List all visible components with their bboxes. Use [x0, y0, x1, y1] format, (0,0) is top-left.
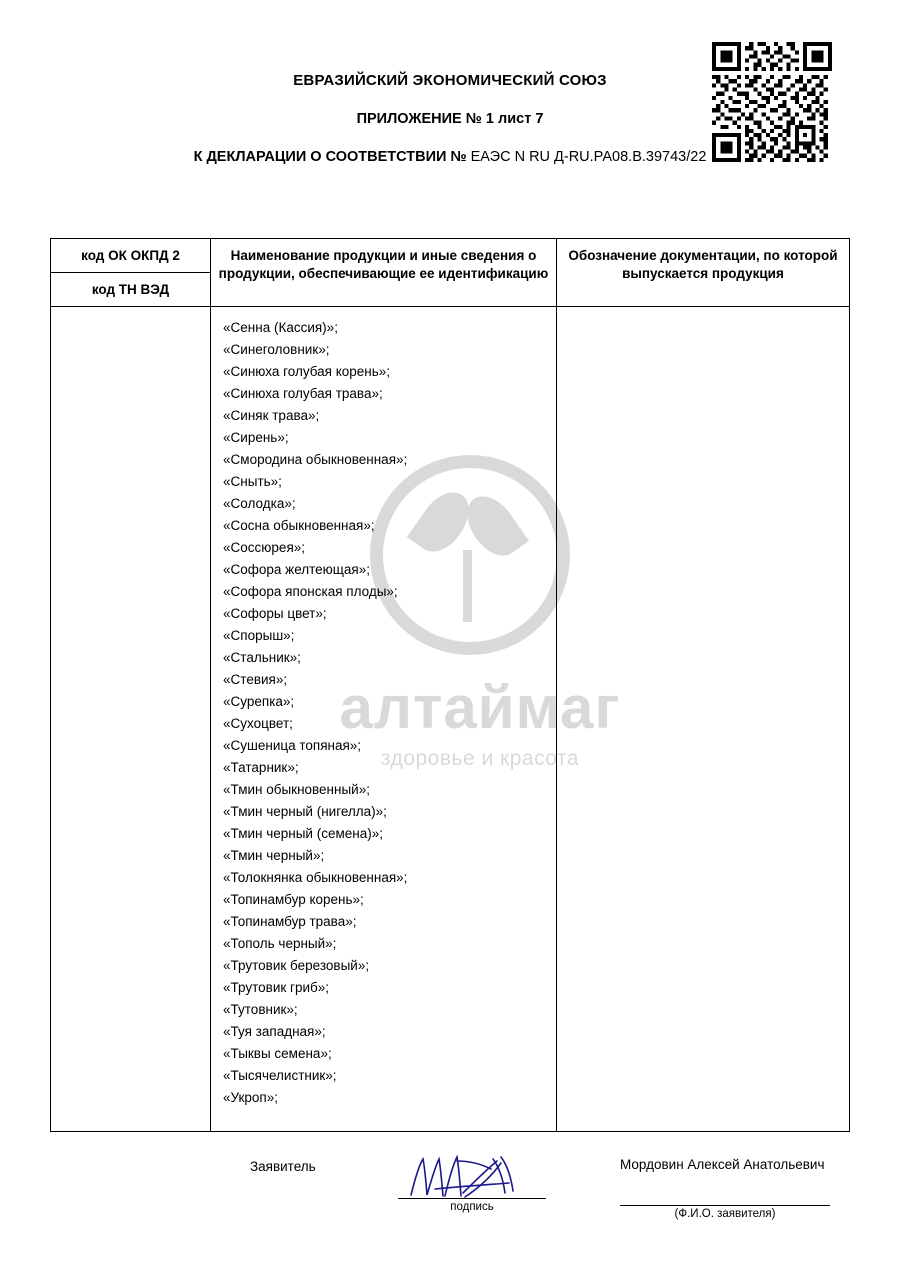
list-item: «Тутовник»; — [223, 1002, 298, 1017]
list-item: «Туя западная»; — [223, 1024, 326, 1039]
applicant-name: Мордовин Алексей Анатольевич — [620, 1157, 825, 1172]
list-item: «Сушеница топяная»; — [223, 738, 362, 753]
list-item: «Соссюрея»; — [223, 540, 306, 555]
header-product-name: Наименование продукции и иные сведения о продукции, обеспечивающие ее идентификацию — [211, 239, 557, 307]
list-item: «Сирень»; — [223, 430, 289, 445]
signature-caption: подпись — [450, 1201, 494, 1213]
list-item: «Тмин черный (нигелла)»; — [223, 804, 387, 819]
cell-documentation — [556, 307, 849, 1132]
list-item: «Спорыш»; — [223, 628, 295, 643]
list-item: «Смородина обыкновенная»; — [223, 452, 408, 467]
signature-block — [0, 1145, 900, 1255]
list-item: «Тмин обыкновенный»; — [223, 782, 370, 797]
list-item: «Солодка»; — [223, 496, 296, 511]
appendix-title: ПРИЛОЖЕНИЕ № 1 лист 7 — [356, 111, 544, 127]
table-row — [51, 307, 850, 1132]
list-item: «Синеголовник»; — [223, 342, 330, 357]
list-item: «Сенна (Кассия)»; — [223, 320, 338, 335]
list-item: «Трутовик березовый»; — [223, 958, 370, 973]
header-tnved: код ТН ВЭД — [91, 282, 170, 297]
list-item: «Тополь черный»; — [223, 936, 337, 951]
list-item: «Синюха голубая трава»; — [223, 386, 383, 401]
list-item: «Синяк трава»; — [223, 408, 320, 423]
name-underline — [620, 1205, 830, 1206]
list-item: «Софора желтеющая»; — [223, 562, 370, 577]
list-item: «Топинамбур корень»; — [223, 892, 364, 907]
list-item: «Сосна обыкновенная»; — [223, 518, 375, 533]
cell-codes — [51, 307, 211, 1132]
products-table — [50, 238, 850, 1132]
handwritten-signature — [405, 1153, 540, 1199]
list-item: «Сухоцвет; — [223, 716, 293, 731]
watermark-tagline: здоровье и красота — [380, 747, 580, 770]
declaration-number: ЕАЭС N RU Д-RU.РА08.В.39743/22 — [470, 149, 707, 165]
list-item: «Трутовик гриб»; — [223, 980, 330, 995]
list-item: «Толокнянка обыкновенная»; — [223, 870, 408, 885]
list-item: «Тмин черный (семена)»; — [223, 826, 383, 841]
list-item: «Топинамбур трава»; — [223, 914, 357, 929]
list-item: «Тыквы семена»; — [223, 1046, 332, 1061]
list-item: «Софоры цвет»; — [223, 606, 327, 621]
declaration-line — [0, 149, 900, 165]
document-header — [0, 72, 900, 165]
list-item: «Синюха голубая корень»; — [223, 364, 391, 379]
list-item: «Софора японская плоды»; — [223, 584, 398, 599]
list-item: «Сныть»; — [223, 474, 282, 489]
declaration-prefix: К ДЕКЛАРАЦИИ О СООТВЕТСТВИИ № — [193, 149, 467, 165]
list-item: «Сурепка»; — [223, 694, 295, 709]
list-item: «Тысячелистник»; — [223, 1068, 337, 1083]
list-item: «Укроп»; — [223, 1090, 279, 1105]
applicant-label: Заявитель — [250, 1159, 316, 1174]
watermark-brand: алтаймаг — [339, 674, 621, 741]
product-list — [223, 317, 544, 1109]
organization-title: ЕВРАЗИЙСКИЙ ЭКОНОМИЧЕСКИЙ СОЮЗ — [293, 72, 607, 89]
header-codes-cell — [51, 239, 211, 307]
cell-product-list — [211, 307, 557, 1132]
header-documentation: Обозначение документации, по которой выпускается продукция — [556, 239, 849, 307]
list-item: «Татарник»; — [223, 760, 299, 775]
header-okpd: код ОК ОКПД 2 — [51, 239, 210, 273]
list-item: «Стальник»; — [223, 650, 301, 665]
signature-underline — [398, 1198, 546, 1199]
list-item: «Стевия»; — [223, 672, 288, 687]
name-caption: (Ф.И.О. заявителя) — [674, 1208, 776, 1220]
list-item: «Тмин черный»; — [223, 848, 325, 863]
table-header-row — [51, 239, 850, 307]
